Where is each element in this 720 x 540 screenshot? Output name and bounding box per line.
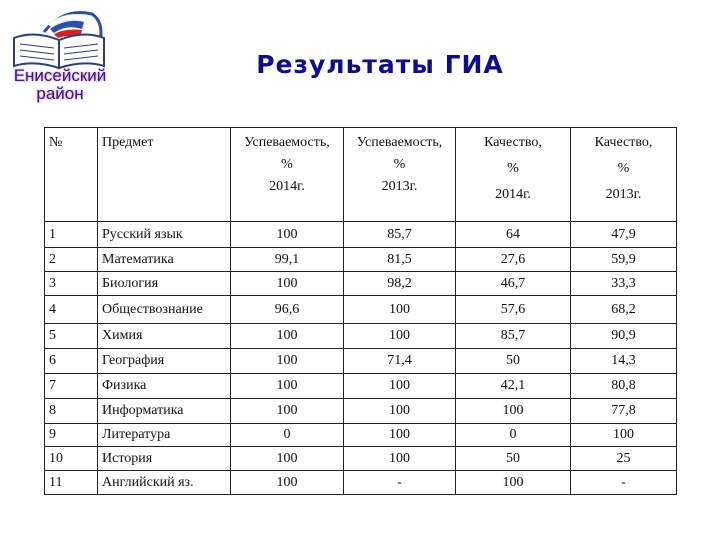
quality-2014: 27,6 [456,248,571,272]
header-cell [98,128,231,222]
progress-2014: 100 [231,222,344,248]
open-book-flag-icon [4,2,116,72]
table-row [45,471,677,495]
progress-2014: 96,6 [231,296,344,324]
progress-2013: - [344,471,456,495]
row-number: 8 [45,399,98,424]
quality-2014: 100 [456,471,571,495]
progress-2014: 99,1 [231,248,344,272]
row-number: 4 [45,296,98,324]
header-line: Качество, [594,135,653,150]
header-line: Успеваемость, [244,135,330,150]
subject: Биология [98,272,231,296]
table-row [45,296,677,324]
quality-2013: - [571,471,677,495]
quality-2013: 25 [571,447,677,471]
table-row [45,349,677,374]
quality-2014: 42,1 [456,374,571,399]
subject: Физика [98,374,231,399]
progress-2013: 100 [344,424,456,447]
progress-2014: 0 [231,424,344,447]
row-number: 6 [45,349,98,374]
results-table [44,127,677,495]
quality-2014: 64 [456,222,571,248]
subject: Обществознание [98,296,231,324]
progress-2014: 100 [231,374,344,399]
subject: Английский яз. [98,471,231,495]
header-cell [456,128,571,222]
progress-2013: 98,2 [344,272,456,296]
progress-2014: 100 [231,324,344,349]
header-line: № [49,135,63,150]
quality-2013: 14,3 [571,349,677,374]
table-header-row [45,128,677,222]
header-line: 2014г. [269,179,305,194]
header-line: Успеваемость, [356,135,443,150]
quality-2014: 100 [456,399,571,424]
logo [4,2,116,106]
progress-2014: 100 [231,272,344,296]
row-number: 3 [45,272,98,296]
logo-text-line1: Енисейский [13,66,107,85]
quality-2013: 100 [571,424,677,447]
quality-2014: 46,7 [456,272,571,296]
header-cell [231,128,344,222]
progress-2013: 100 [344,324,456,349]
quality-2014: 50 [456,349,571,374]
logo-text-line2: район [36,84,84,103]
header-line: % [281,157,293,172]
row-number: 10 [45,447,98,471]
row-number: 7 [45,374,98,399]
quality-2013: 80,8 [571,374,677,399]
table-row [45,324,677,349]
table-row [45,248,677,272]
subject: Математика [98,248,231,272]
header-line: Предмет [102,135,154,150]
subject: Информатика [98,399,231,424]
quality-2013: 90,9 [571,324,677,349]
quality-2013: 68,2 [571,296,677,324]
progress-2013: 100 [344,447,456,471]
progress-2014: 100 [231,447,344,471]
header-line: 2014г. [495,187,531,202]
header-cell [571,128,677,222]
subject: Литература [98,424,231,447]
progress-2013: 100 [344,399,456,424]
progress-2014: 100 [231,349,344,374]
row-number: 1 [45,222,98,248]
header-cell [45,128,98,222]
quality-2013: 77,8 [571,399,677,424]
table-row [45,399,677,424]
table-body [45,222,677,495]
progress-2013: 100 [344,374,456,399]
progress-2013: 85,7 [344,222,456,248]
header-line: % [617,161,630,176]
subject: География [98,349,231,374]
header-cell [344,128,456,222]
header-line: 2013г. [605,187,642,202]
header-line: Качество, [484,135,542,150]
quality-2013: 59,9 [571,248,677,272]
quality-2014: 0 [456,424,571,447]
header-line: % [507,161,519,176]
subject: История [98,447,231,471]
quality-2013: 47,9 [571,222,677,248]
quality-2014: 85,7 [456,324,571,349]
header-line: % [393,157,406,172]
row-number: 9 [45,424,98,447]
quality-2014: 50 [456,447,571,471]
table-row [45,374,677,399]
subject: Химия [98,324,231,349]
quality-2014: 57,6 [456,296,571,324]
table-row [45,272,677,296]
table-row [45,447,677,471]
header-line: 2013г. [381,179,418,194]
progress-2013: 81,5 [344,248,456,272]
row-number: 2 [45,248,98,272]
table-row [45,222,677,248]
subject: Русский язык [98,222,231,248]
progress-2014: 100 [231,399,344,424]
page-title: Результаты ГИА [256,50,504,79]
table-row [45,424,677,447]
progress-2013: 100 [344,296,456,324]
row-number: 11 [45,471,98,495]
row-number: 5 [45,324,98,349]
quality-2013: 33,3 [571,272,677,296]
progress-2013: 71,4 [344,349,456,374]
progress-2014: 100 [231,471,344,495]
